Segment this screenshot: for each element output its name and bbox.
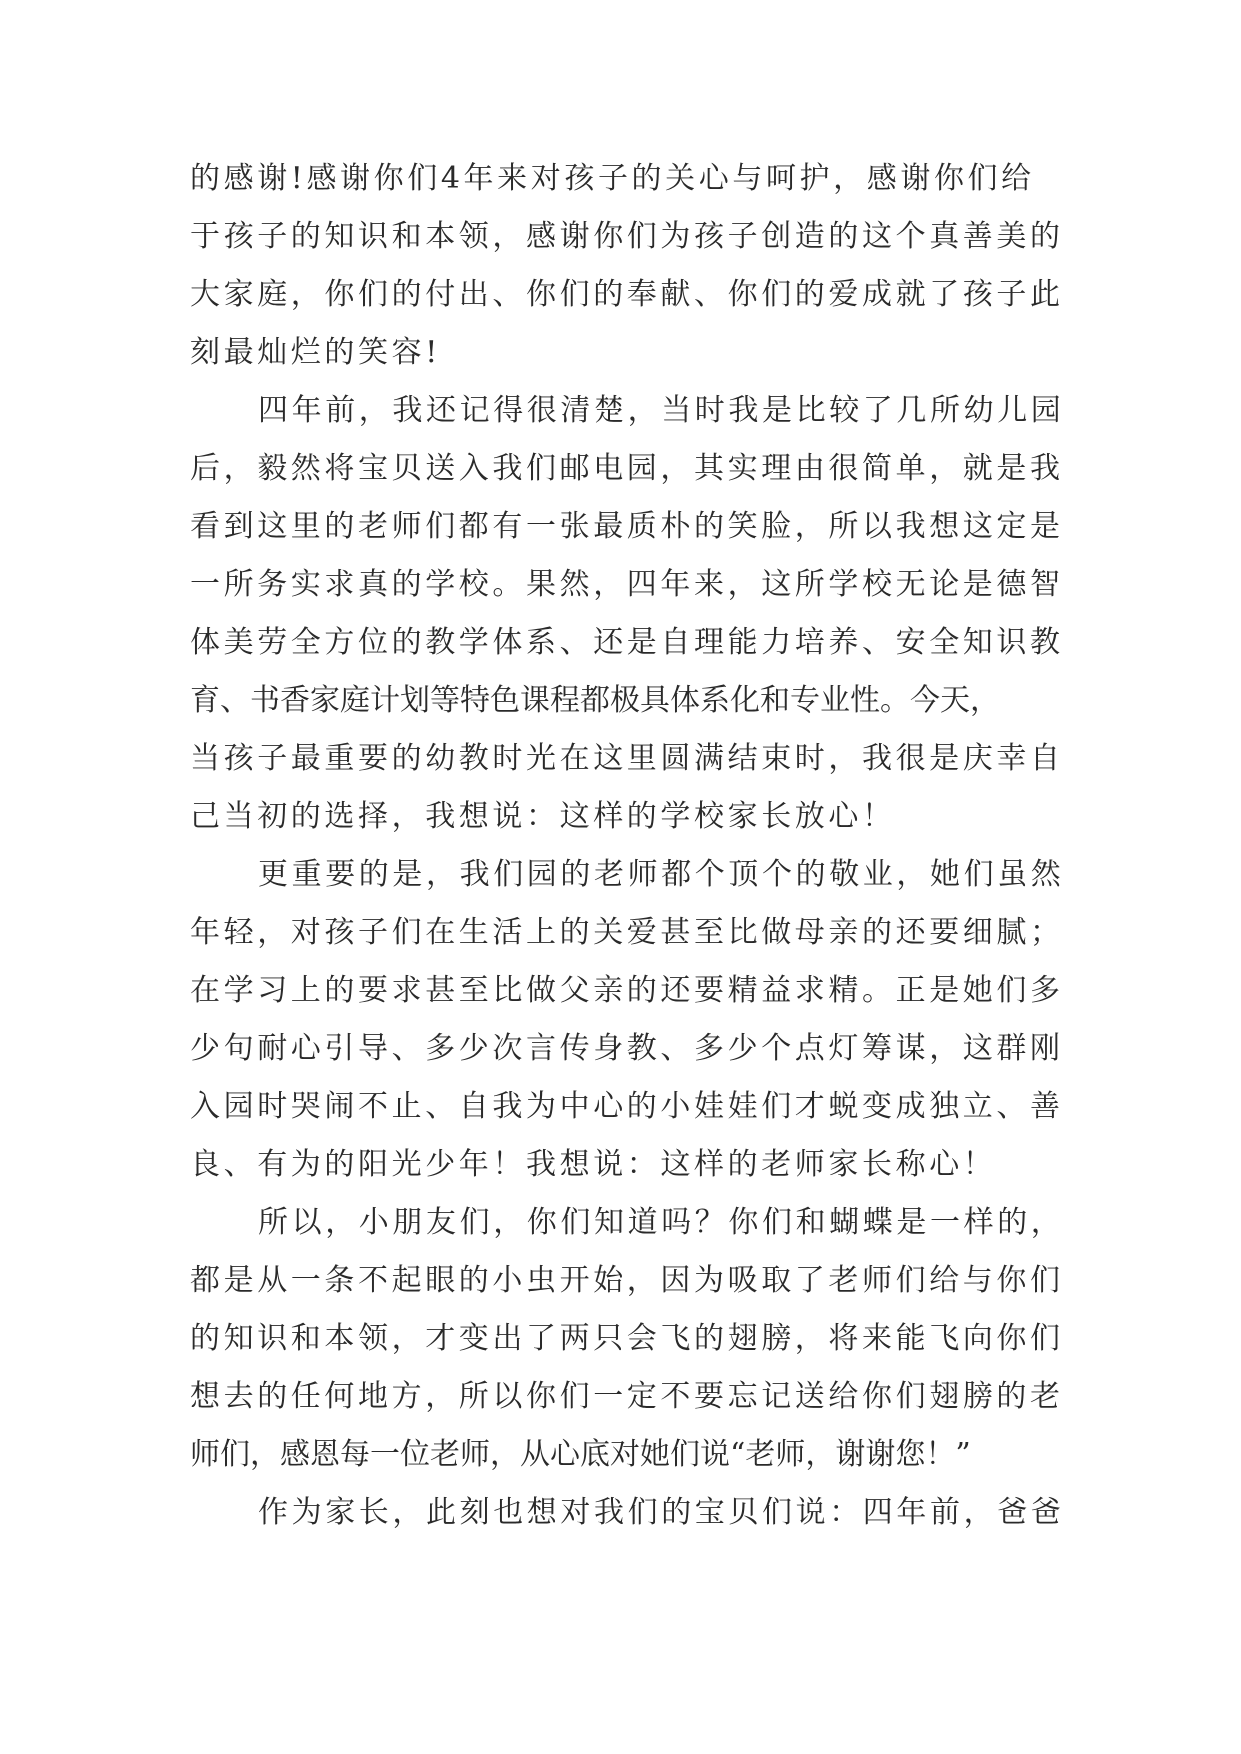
text-line: 己当初的选择，我想说：这样的学校家长放心！ [190,799,896,834]
text-line: 良、有为的阳光少年！我想说：这样的老师家长称心！ [190,1147,997,1182]
text-line: 于孩子的知识和本领，感谢你们为孩子创造的这个真善美的 [190,219,1064,254]
body-text [190,150,1065,1542]
text-line: 的知识和本领，才变出了两只会飞的翅膀，将来能飞向你们 [190,1321,1064,1356]
text-line: 都是从一条不起眼的小虫开始，因为吸取了老师们给与你们 [190,1263,1064,1298]
text-line: 育、书香家庭计划等特色课程都极具体系化和专业性。今天， [190,683,1000,718]
paragraph-start-line: 所以，小朋友们，你们知道吗？你们和蝴蝶是一样的， [258,1205,1065,1240]
text-line: 当孩子最重要的幼教时光在这里圆满结束时，我很是庆幸自 [190,741,1064,776]
paragraph-start-line: 更重要的是，我们园的老师都个顶个的敬业，她们虽然 [258,857,1065,892]
text-line: 的感谢!感谢你们4年来对孩子的关心与呵护，感谢你们给 [190,161,1035,196]
text-line: 少句耐心引导、多少次言传身教、多少个点灯筹谋，这群刚 [190,1031,1064,1066]
text-line: 大家庭，你们的付出、你们的奉献、你们的爱成就了孩子此 [190,277,1064,312]
text-line: 一所务实求真的学校。果然，四年来，这所学校无论是德智 [190,567,1064,602]
paragraph-start-line: 作为家长，此刻也想对我们的宝贝们说：四年前，爸爸 [258,1495,1065,1530]
text-line: 看到这里的老师们都有一张最质朴的笑脸，所以我想这定是 [190,509,1064,544]
text-line: 刻最灿烂的笑容! [190,335,441,370]
text-line: 后，毅然将宝贝送入我们邮电园，其实理由很简单，就是我 [190,451,1064,486]
text-line: 体美劳全方位的教学体系、还是自理能力培养、安全知识教 [190,625,1064,660]
text-line: 师们，感恩每一位老师，从心底对她们说“老师，谢谢您！” [190,1437,971,1472]
text-line: 在学习上的要求甚至比做父亲的还要精益求精。正是她们多 [190,973,1064,1008]
text-line: 入园时哭闹不止、自我为中心的小娃娃们才蜕变成独立、善 [190,1089,1064,1124]
text-line: 年轻，对孩子们在生活上的关爱甚至比做母亲的还要细腻； [190,915,1064,950]
text-line: 想去的任何地方，所以你们一定不要忘记送给你们翅膀的老 [190,1379,1064,1414]
paragraph-start-line: 四年前，我还记得很清楚，当时我是比较了几所幼儿园 [258,393,1065,428]
